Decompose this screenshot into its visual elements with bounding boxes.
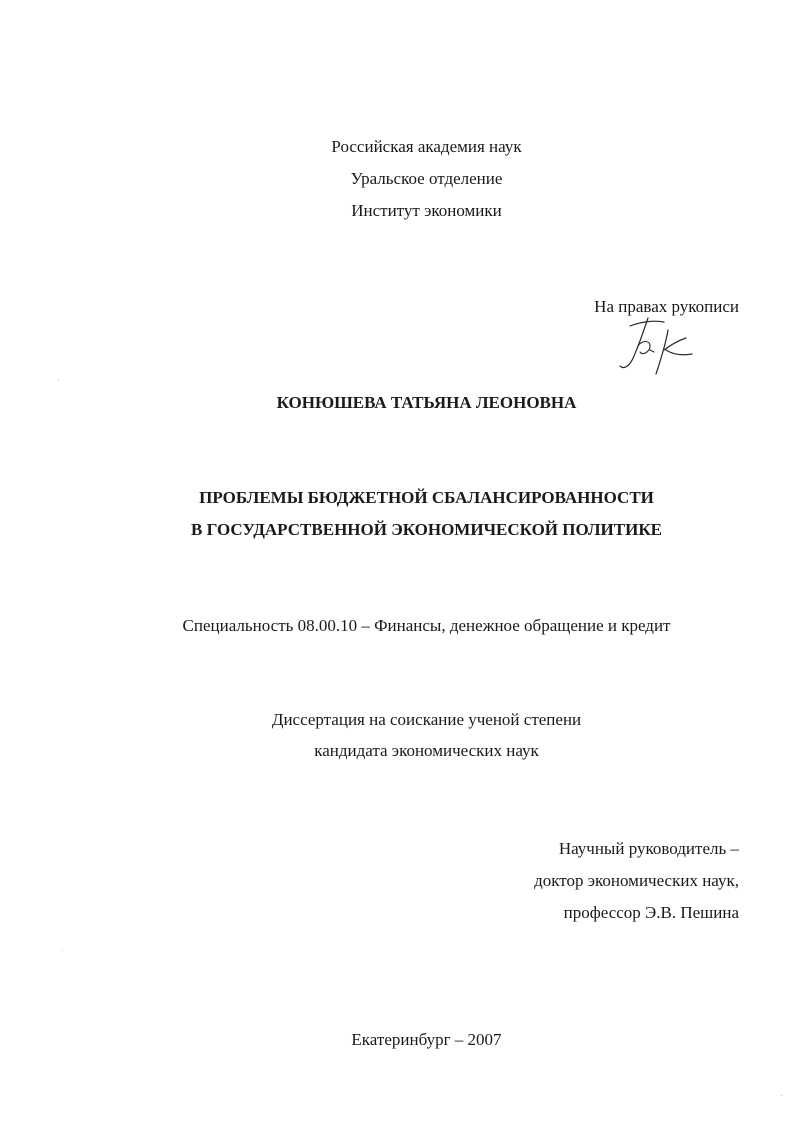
title-line-1: ПРОБЛЕМЫ БЮДЖЕТНОЙ СБАЛАНСИРОВАННОСТИ: [199, 488, 654, 507]
institution-academy: Российская академия наук: [331, 137, 522, 156]
manuscript-note: На правах рукописи: [594, 297, 739, 316]
degree-line-2: кандидата экономических наук: [314, 741, 539, 760]
author-name: КОНЮШЕВА ТАТЬЯНА ЛЕОНОВНА: [276, 393, 577, 412]
author-signature: [610, 312, 706, 380]
institution-institute: Институт экономики: [351, 201, 502, 220]
city-year: Екатеринбург – 2007: [351, 1030, 502, 1049]
institution-branch: Уральское отделение: [350, 169, 503, 188]
supervisor-role: Научный руководитель –: [558, 839, 739, 858]
supervisor-degree: доктор экономических наук,: [534, 871, 739, 890]
specialty: Специальность 08.00.10 – Финансы, денежное обращение и кредит: [182, 616, 671, 635]
scan-speck: [62, 950, 63, 951]
title-line-2: В ГОСУДАРСТВЕННОЙ ЭКОНОМИЧЕСКОЙ ПОЛИТИКЕ: [190, 520, 662, 539]
degree-line-1: Диссертация на соискание ученой степени: [271, 710, 582, 729]
scan-speck: [781, 1095, 782, 1096]
scan-speck: [58, 380, 59, 381]
supervisor-name: профессор Э.В. Пешина: [563, 903, 739, 922]
